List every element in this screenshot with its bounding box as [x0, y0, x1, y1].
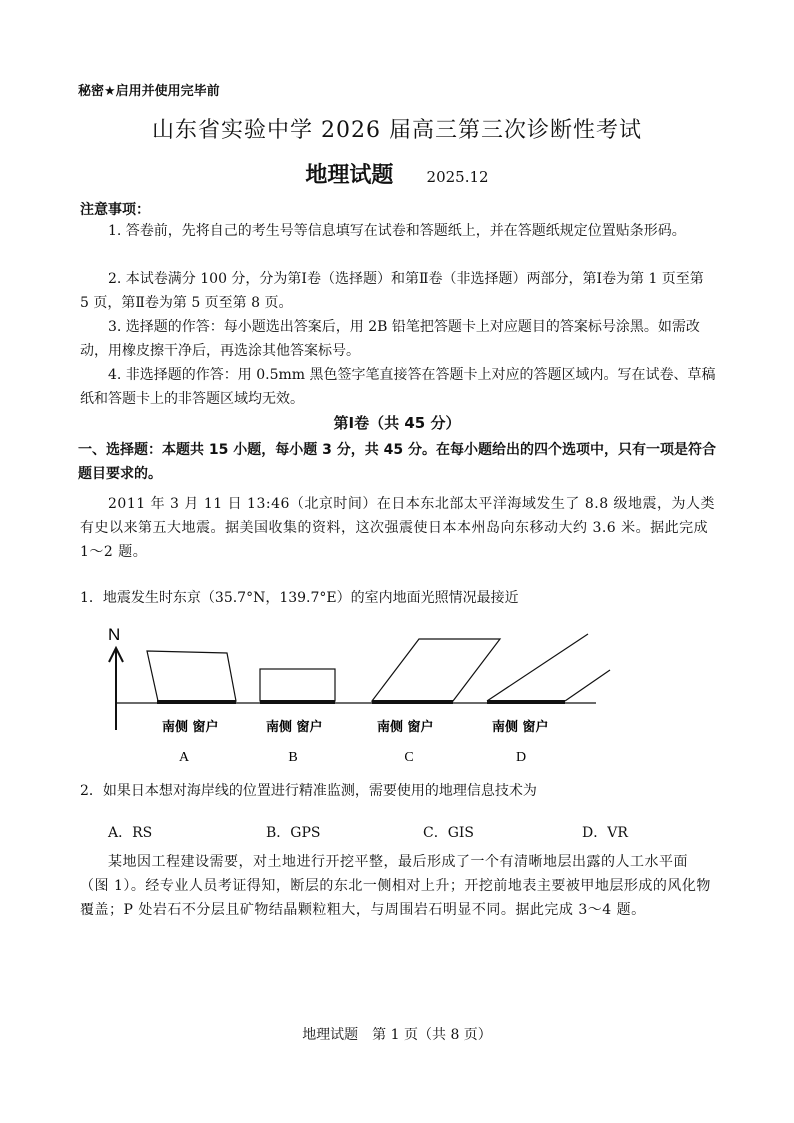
passage-2: 某地因工程建设需要，对土地进行开挖平整，最后形成了一个有清晰地层出露的人工水平面（图 1）。经专业人员考证得知，断层的东北一侧相对上升；开挖前地表主要被甲地层形成的风化物覆盖；P 处岩石不分层且矿物结晶颗粒粗大，与周围岩石明显不同。据此完成 3～4 题。 [80, 854, 711, 918]
light-ray-d-left [487, 634, 588, 701]
notice-item-1: 1. 答卷前，先将自己的考生号等信息填写在试卷和答题纸上，并在答题纸规定位置贴条形码。 [108, 223, 686, 239]
question-2-stem: 2．如果日本想对海岸线的位置进行精准监测，需要使用的地理信息技术为 [80, 783, 537, 799]
window-label-a: 南侧 窗户 [162, 720, 219, 735]
notice-item-3: 3. 选择题的作答：每小题选出答案后，用 2B 铅笔把答题卡上对应题目的答案标号涂黑。如需改动，用橡皮擦干净后，再选涂其他答案标号。 [80, 319, 700, 359]
section-title: 第Ⅰ卷（共 45 分） [333, 414, 461, 432]
subject-title: 地理试题 [305, 163, 394, 188]
exam-date: 2025.12 [426, 168, 489, 186]
page-footer: 地理试题 第 1 页（共 8 页） [302, 1027, 492, 1043]
notice-title: 注意事项： [80, 202, 150, 218]
option-label-a: A [178, 750, 190, 765]
q2-option-d: D．VR [582, 825, 628, 841]
light-patch-a [147, 651, 236, 701]
option-label-d: D [515, 750, 527, 765]
light-patch-b [260, 669, 335, 701]
sunlight-diagram [96, 618, 616, 768]
window-label-b: 南侧 窗户 [266, 720, 323, 735]
section-instruction: 一、选择题：本题共 15 小题，每小题 3 分，共 45 分。在每小题给出的四个选项中，只有一项是符合题目要求的。 [78, 442, 716, 482]
north-label: N [108, 625, 121, 644]
option-label-c: C [404, 750, 414, 765]
q2-option-c: C．GIS [423, 825, 475, 841]
q2-option-b: B．GPS [266, 825, 321, 841]
subject-line [0, 158, 794, 189]
q2-option-a: A．RS [108, 825, 153, 841]
option-label-b: B [288, 750, 298, 765]
notice-item-2: 2. 本试卷满分 100 分，分为第Ⅰ卷（选择题）和第Ⅱ卷（非选择题）两部分，第Ⅰ卷为第 1 页至第 5 页，第Ⅱ卷为第 5 页至第 8 页。 [80, 271, 704, 311]
light-patch-c [372, 639, 500, 701]
notice-item-4: 4. 非选择题的作答：用 0.5mm 黑色签字笔直接答在答题卡上对应的答题区域内。写在试卷、草稿纸和答题卡上的非答题区域均无效。 [80, 367, 716, 407]
light-ray-d-right [565, 670, 610, 701]
confidential-mark: 秘密★启用并使用完毕前 [78, 84, 220, 99]
question-2-options [0, 822, 794, 842]
passage-1: 2011 年 3 月 11 日 13:46（北京时间）在日本东北部太平洋海域发生了 8.8 级地震，为人类有史以来第五大地震。据美国收集的资料，这次强震使日本本州岛向东移动大约 3.6 米。据此完成 1～2 题。 [80, 496, 716, 560]
window-label-c: 南侧 窗户 [377, 720, 434, 735]
window-label-d: 南侧 窗户 [492, 720, 549, 735]
exam-title: 山东省实验中学 2026 届高三第三次诊断性考试 [152, 118, 642, 143]
question-1-stem: 1．地震发生时东京（35.7°N，139.7°E）的室内地面光照情况最接近 [80, 590, 519, 606]
